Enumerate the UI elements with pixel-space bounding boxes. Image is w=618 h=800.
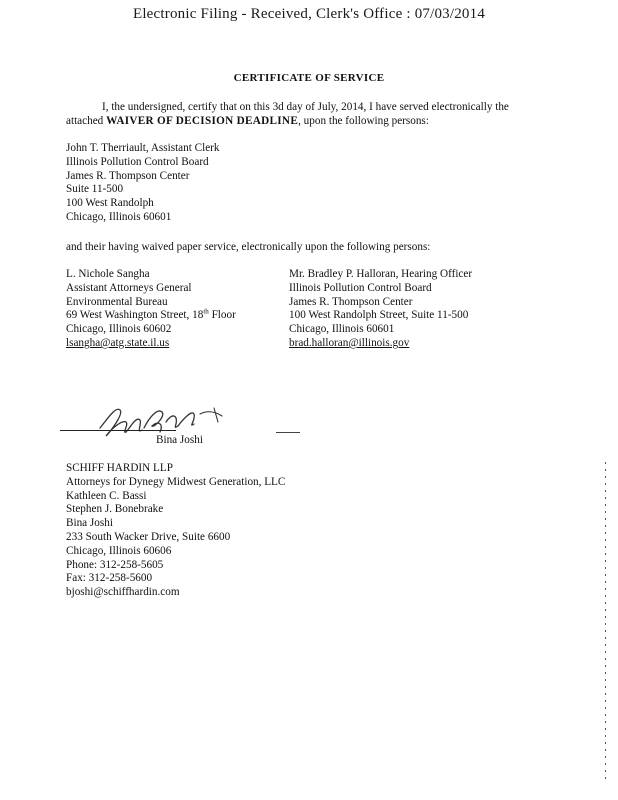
firm-line: Phone: 312-258-5605 [66,558,164,571]
primary-recipient-address [66,142,220,225]
firm-line: Kathleen C. Bassi [66,489,147,502]
left-contact-block [66,268,236,351]
intro-paragraph [66,100,546,128]
firm-line: Bina Joshi [66,517,113,530]
contact-title: Assistant Attorneys General [66,281,192,294]
firm-line: Stephen J. Bonebrake [66,503,164,516]
contact-city: Chicago, Illinois 60601 [289,323,395,336]
address-line: James R. Thompson Center [66,169,190,182]
right-contact-block [289,268,472,351]
contact-street [66,309,236,323]
contact-street: 100 West Randolph Street, Suite 11-500 [289,309,469,322]
waived-service-text: and their having waived paper service, electronically upon the following persons: [66,241,431,253]
address-line: Suite 11-500 [66,183,124,196]
address-line: Illinois Pollution Control Board [66,155,209,168]
address-line: John T. Therriault, Assistant Clerk [66,142,220,154]
firm-signature-block [66,462,285,600]
contact-office: Environmental Bureau [66,295,168,308]
contact-org: Illinois Pollution Control Board [289,281,432,294]
scan-edge-artifact [605,462,607,792]
firm-line: Chicago, Illinois 60606 [66,544,172,557]
document-name: WAIVER OF DECISION DEADLINE [106,115,299,127]
intro-text-after: , upon the following persons: [298,115,429,127]
firm-line: SCHIFF HARDIN LLP [66,462,173,474]
signature-dash [276,432,300,433]
contact-name: L. Nichole Sangha [66,268,150,280]
firm-line: 233 South Wacker Drive, Suite 6600 [66,530,231,543]
street-suffix: Floor [208,309,236,322]
filing-stamp-header: Electronic Filing - Received, Clerk's Office : 07/03/2014 [132,6,486,22]
contact-building: James R. Thompson Center [289,295,413,308]
address-line: 100 West Randolph [66,197,154,210]
firm-line: Fax: 312-258-5600 [66,572,153,585]
contact-email-link[interactable]: lsangha@atg.state.il.us [66,336,170,349]
address-line: Chicago, Illinois 60601 [66,210,172,223]
firm-line: Attorneys for Dynegy Midwest Generation, LLC [66,475,286,488]
signature-line [60,430,176,431]
contact-city: Chicago, Illinois 60602 [66,323,172,336]
intro-text-before: I, the undersigned, certify that on this 3d day of July, 2014, I have served electronically the attached [66,101,509,127]
firm-email[interactable]: bjoshi@schiffhardin.com [66,586,180,599]
page-title: CERTIFICATE OF SERVICE [233,72,385,84]
street-superscript: th [203,307,209,316]
signatory-name: Bina Joshi [156,434,203,446]
contact-email-link[interactable]: brad.halloran@illinois.gov [289,336,410,349]
street-text: 69 West Washington Street, 18 [66,309,204,322]
contact-name: Mr. Bradley P. Halloran, Hearing Officer [289,268,473,280]
